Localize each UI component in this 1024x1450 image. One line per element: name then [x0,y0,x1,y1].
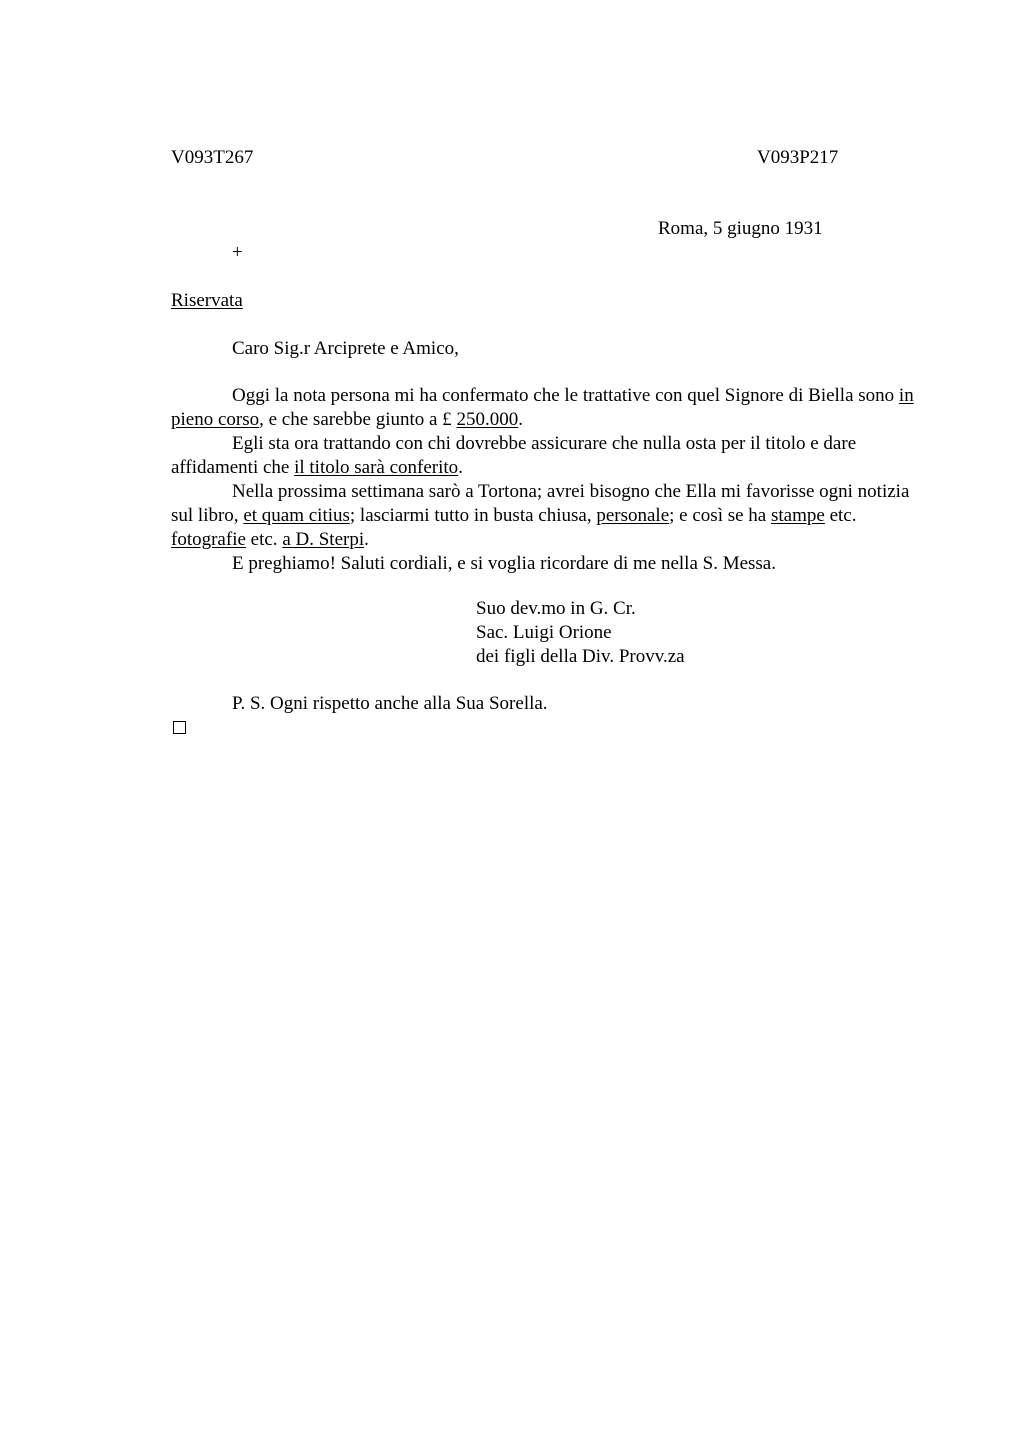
paragraph-3 [171,480,916,552]
document-code-left: V093T267 [171,147,254,168]
underlined-phrase: a D. Sterpi [282,529,365,550]
end-of-document-box-icon [173,721,186,734]
paragraph-1 [171,384,916,432]
text-run: , e che sarebbe giunto a £ [259,409,457,430]
signature-order: dei figli della Div. Provv.za [476,646,685,667]
reserved-label: Riservata [171,290,243,311]
text-run: . [518,409,523,430]
text-run: ; e così se ha [669,505,771,526]
underlined-phrase: in pieno corso [171,385,914,430]
underlined-phrase: personale [596,505,670,526]
text-run: Egli sta ora trattando con chi dovrebbe assicurare che nulla osta per il titolo e dare affidamenti che [171,433,857,478]
text-run: Nella prossima settimana sarò a Tortona; avrei bisogno che Ella mi favorisse ogni notizia sul libro, [171,481,910,526]
underlined-phrase: stampe [770,505,825,526]
text-run: . [458,457,463,478]
underlined-phrase: fotografie [171,529,246,550]
document-code-right: V093P217 [757,147,839,168]
salutation: Caro Sig.r Arciprete e Amico, [232,338,459,359]
text-run: etc. [245,529,283,550]
paragraph-2 [171,432,916,480]
paragraph-4: E preghiamo! Saluti cordiali, e si voglia ricordare di me nella S. Messa. [232,553,776,574]
underlined-phrase: il titolo sarà conferito [294,457,459,478]
underlined-phrase: et quam citius [243,505,350,526]
text-run: etc. [824,505,857,526]
signature-name: Sac. Luigi Orione [476,622,612,643]
letter-body [171,384,916,576]
text-run: Oggi la nota persona mi ha confermato che le trattative con quel Signore di Biella sono [232,385,899,406]
dateline: Roma, 5 giugno 1931 [658,218,823,239]
underlined-amount: 250.000 [456,409,519,430]
postscript: P. S. Ogni rispetto anche alla Sua Sorella. [232,693,548,714]
cross-mark: + [232,242,243,263]
text-run: ; lasciarmi tutto in busta chiusa, [349,505,597,526]
text-run: . [364,529,369,550]
signature-closing: Suo dev.mo in G. Cr. [476,598,636,619]
